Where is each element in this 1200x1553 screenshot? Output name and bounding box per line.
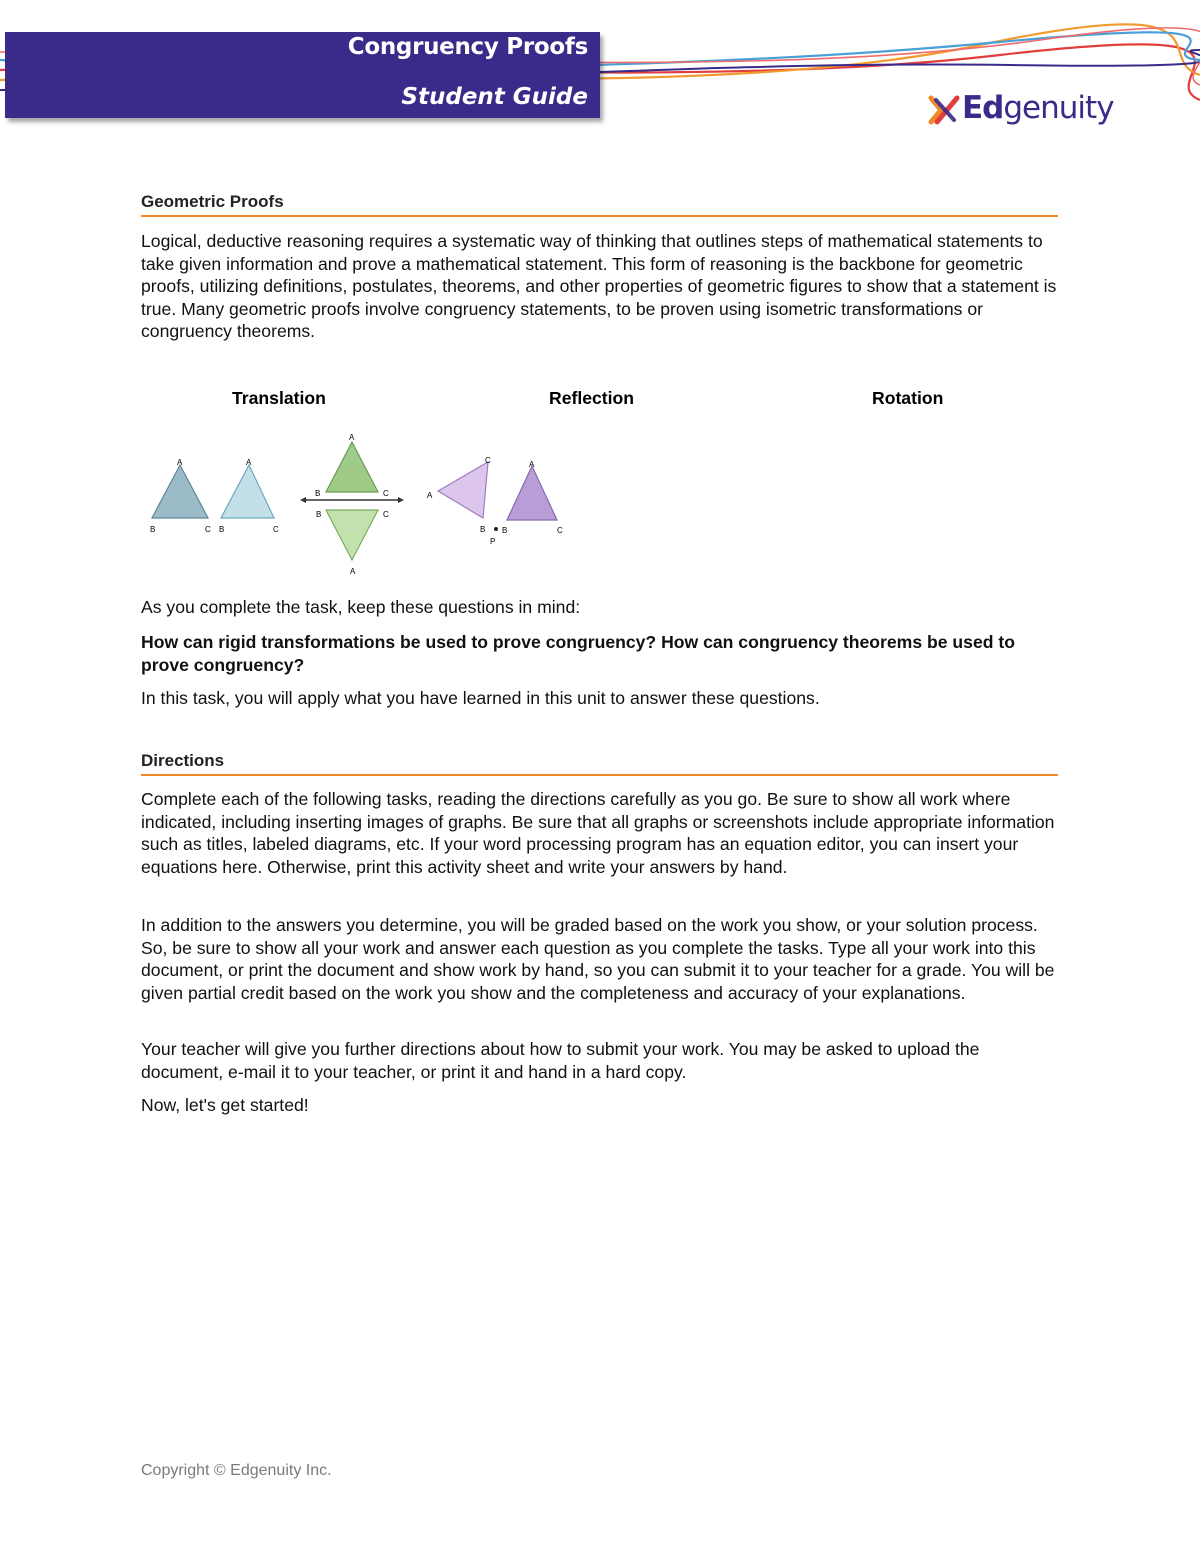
vertex-label: A [529,460,535,469]
directions-paragraph-2: In addition to the answers you determine, you will be graded based on the work you show, or your solution process. So, be sure to show all your work and answer each question as you complete the tasks. Type all your work into this document, or print the document and show work by hand, so you can submit it to your teacher for a grade. You will be given partial credit based on the work you show and the completeness and accuracy of your explanations. [141,915,1055,1003]
vertex-label: B [150,525,156,534]
translation-triangle-image [221,465,274,518]
document-title: Congruency Proofs [347,34,588,60]
section-heading-geometric-proofs: Geometric Proofs [141,192,1058,217]
edgenuity-x-icon [928,94,960,126]
arrow-left-icon [300,497,306,503]
label-rotation: Rotation [872,388,944,408]
essential-questions: How can rigid transformations be used to prove congruency? How can congruency theorems be used to prove congruency? [141,632,1015,675]
logo-text [962,90,1114,126]
vertex-label: C [205,525,211,534]
vertex-label: A [349,433,355,442]
vertex-label: B [316,510,322,519]
intro-paragraph: Logical, deductive reasoning requires a systematic way of thinking that outlines steps of mathematical statements to take given information and prove a mathematical statement. This form of reasoning is the backbone for geometric proofs, utilizing definitions, postulates, theorems, and other properties of geometric figures to show that a statement is true. Many geometric proofs involve congruency statements, to be proven using isometric transformations or congruency theorems. [141,231,1057,342]
vertex-label: C [557,526,563,535]
translation-triangle-original [152,465,208,518]
questions-lead: As you complete the task, keep these questions in mind: [141,597,581,617]
vertex-label: A [246,458,252,467]
label-reflection: Reflection [549,388,635,408]
edgenuity-logo [928,90,1128,130]
rotation-center-point [494,527,498,531]
vertex-label: P [490,537,496,546]
label-translation: Translation [232,388,326,408]
directions-paragraph-3: Your teacher will give you further directions about how to submit your work. You may be asked to upload the document, e-mail it to your teacher, or print it and hand in a hard copy. [141,1039,980,1082]
reflection-triangle-original [326,442,378,492]
translation-figure [150,458,279,534]
directions-paragraph-1: Complete each of the following tasks, reading the directions carefully as you go. Be sure to show all work where indicated, including inserting images of graphs. Be sure that all graphs or screenshots include appropriate information such as titles, labeled diagrams, etc. If your word processing program has an equation editor, you can insert your equations here. Otherwise, print this activity sheet and write your answers by hand. [141,789,1055,877]
vertex-label: A [427,491,433,500]
rotation-triangle-image [507,466,557,520]
vertex-label: C [485,456,491,465]
transformation-diagram [140,430,580,580]
vertex-label: A [177,458,183,467]
rotation-triangle-original [438,462,488,518]
vertex-label: B [315,489,321,498]
logo-text-suffix: genuity [1003,90,1114,126]
vertex-label: C [383,510,389,519]
title-banner [5,32,600,118]
questions-closing: In this task, you will apply what you have learned in this unit to answer these questions. [141,688,820,708]
vertex-label: C [273,525,279,534]
vertex-label: A [350,567,356,576]
document-subtitle: Student Guide [401,84,588,110]
rotation-figure [427,456,563,546]
section-heading-directions: Directions [141,751,1058,776]
vertex-label: B [480,525,486,534]
vertex-label: B [502,526,508,535]
logo-text-prefix: Ed [962,90,1004,126]
reflection-triangle-image [326,510,378,560]
vertex-label: B [219,525,225,534]
reflection-figure [300,433,404,576]
directions-paragraph-4: Now, let's get started! [141,1095,309,1115]
arrow-right-icon [398,497,404,503]
copyright-footer: Copyright © Edgenuity Inc. [141,1462,332,1479]
vertex-label: C [383,489,389,498]
